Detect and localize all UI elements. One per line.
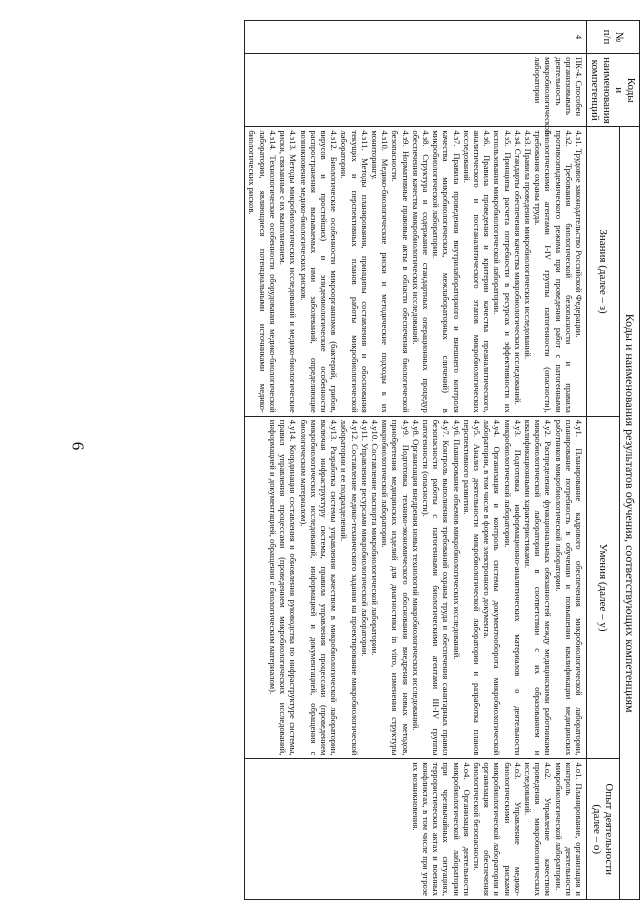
skills-cell (245, 416, 587, 759)
experience-item: 4.о3. Управление медико-биологическими рисками микробиологической лаборатории и организация обеспечения биологической безопасности. (471, 762, 523, 896)
skill-item: 4.у14. Координация составления и обновления руководства по инфраструктуре системы, правил управления процессами (проведением микробиологических исследований, информацией и документацией, обращения с биологическим материалом). (267, 419, 299, 756)
skill-item: 4.у8. Организация внедрения новых технологий микробиологических исследований. (410, 419, 421, 731)
knowledge-cell (245, 127, 587, 416)
header-experience-line: Опыт деятельности (603, 783, 616, 876)
header-competence-line: и наименования (601, 57, 625, 124)
skill-item: 4.у7. Контроль выполнения требований охраны труда и обеспечения санитарных правил безопасности работы с патогенными биологическими агентами III-IV группы патогенности (опасности). (420, 419, 452, 756)
header-skills: Умения (далее – у) (587, 416, 620, 759)
header-competence-line: компетенций (589, 59, 601, 121)
experience-cell (245, 759, 587, 900)
knowledge-item: 4.з9. Нормативные правовые акты в области обеспечения биологической безопасности. (390, 130, 411, 413)
knowledge-item: 4.з13. Методы микробиологических исследований и медико-биологические риски, связанные с их выполнением. (278, 130, 299, 413)
knowledge-item: 4.з2. Требования биологической безопасности и правила противоэпидемического режима при проведении работ с патогенными биологическими агентами I-IV группы патогенности (опасности), требования охраны труда. (533, 130, 574, 413)
skill-item: 4.у10. Составление паспорта микробиологической лаборатории. (369, 419, 380, 656)
knowledge-item: 4.з14. Технологические особенности оборудования медико-биологической лаборатории, являющиеся потенциальными источниками медико-биологических рисков. (247, 130, 278, 413)
competence-results-table (244, 20, 640, 900)
knowledge-item: 4.з4. Стандарты обеспечения качества микробиологических исследований. (512, 130, 523, 405)
experience-item: 4.о4. Организация деятельности микробиологической лаборатории при чрезвычайных ситуациях, террористических актах и военных конфликтах, в том числе при угрозе их возникновения. (410, 762, 472, 896)
experience-item: 4.о1. Планирование, организация и контроль деятельности микробиологической лаборатории. (553, 762, 584, 896)
table-row (245, 21, 587, 900)
skill-item: 4.у9. Подготовка технико-экономического обоснования внедрения новых методов, приобретения медицинских изделий для диагностики in vitro, изменения структуры микробиологической лаборатории. (380, 419, 411, 756)
knowledge-item: 4.з3. Правила проведения микробиологических исследований. (522, 130, 533, 360)
skill-item: 4.у1. Планирование кадрового обеспечения микробиологической лаборатории, планирование потребность в обучении и повышении квалификации медицинских работников микробиологической лаборатории. (553, 419, 584, 756)
knowledge-item: 4.з8. Структура и содержание стандартных операционных процедур обеспечения качества микробиологических исследований. (410, 130, 431, 413)
header-experience (587, 759, 620, 900)
skill-item: 4.у6. Планирование объемов микробиологических исследований. (451, 419, 462, 660)
knowledge-item: 4.з12. Биологические особенности микроорганизмов (бактерий, грибов, вирусов и простейших) и эпидемиологические особенности распространения вызываемых ими заболеваний, определяющие возникновение медико-биологических рисков. (298, 130, 340, 413)
rotated-table-area (110, 20, 640, 900)
knowledge-item: 4.з5. Принципы расчета потребности в ресурсах и эффективности их использования микробиологической лаборатории. (492, 130, 513, 413)
row-num: 4 (245, 21, 587, 54)
row-competence: ПК-4. Способен организовывать деятельность микробиологической лаборатории (245, 54, 587, 127)
knowledge-item: 4.з1. Трудовое законодательство Российской Федерации. (574, 130, 584, 338)
header-num-line: № (613, 31, 625, 43)
header-num (587, 21, 640, 54)
knowledge-item: 4.з7. Правила проведения внутрилабораторного и внешнего контроля качества микробиологических, межлабораторных сличений) в микробиологической лаборатории. (431, 130, 462, 413)
skill-item: 4.у5. Анализ деятельности микробиологической лаборатории и разработка планов перспективного развития. (461, 419, 482, 756)
header-experience-line: (далее – о) (591, 804, 604, 855)
header-num-line: п/п (601, 29, 613, 45)
header-competence-line: Коды (625, 77, 637, 103)
skill-item: 4.у11. Управление ресурсами микробиологической лаборатории. (359, 419, 370, 657)
page-number: 6 (68, 441, 88, 451)
header-results-group: Коды и наименования результатов обучения, соответствующих компетенциям (620, 127, 640, 900)
skill-item: 4.у2. Распределение функциональных обязанностей между медицинскими работниками микробиологической лаборатории в соответствии с их образованием и квалификационными характеристиками. (522, 419, 554, 756)
header-competence (587, 54, 640, 127)
header-knowledge: Знания (далее – з) (587, 127, 620, 416)
skill-item: 4.у3. Подготовка информационно-аналитических материалов о деятельности микробиологической лаборатории. (502, 419, 523, 756)
knowledge-item: 4.з10. Медико-биологические риски и методические подходы к их мониторингу. (369, 130, 391, 413)
skill-item: 4.у4. Организация и контроль системы документооборота микробиологической лаборатории, в том числе в форме электронного документа. (482, 419, 503, 756)
knowledge-item: 4.з11. Методы планирования, принципы составления и обоснования текущих и перспективных планов работы микробиологической лаборатории. (339, 130, 370, 413)
experience-item: 4.о2. Управление качеством проведения микробиологических исследований. (522, 762, 554, 896)
skill-item: 4.у13. Разработка системы управления качеством в микробиологической лаборатории, включая инфраструктуру системы, правила управления процессами (проведением микробиологических исследований, информацией и документацией, обращения с биологическим материалом). (298, 419, 340, 756)
knowledge-item: 4.з6. Правила проведения и критерии качества преаналитического, аналитического и постаналитического этапов микробиологических исследований. (461, 130, 493, 413)
skill-item: 4.у12. Составление медико-технического задания на проектирование микробиологической лаборатории и ее подразделений. (339, 419, 360, 756)
